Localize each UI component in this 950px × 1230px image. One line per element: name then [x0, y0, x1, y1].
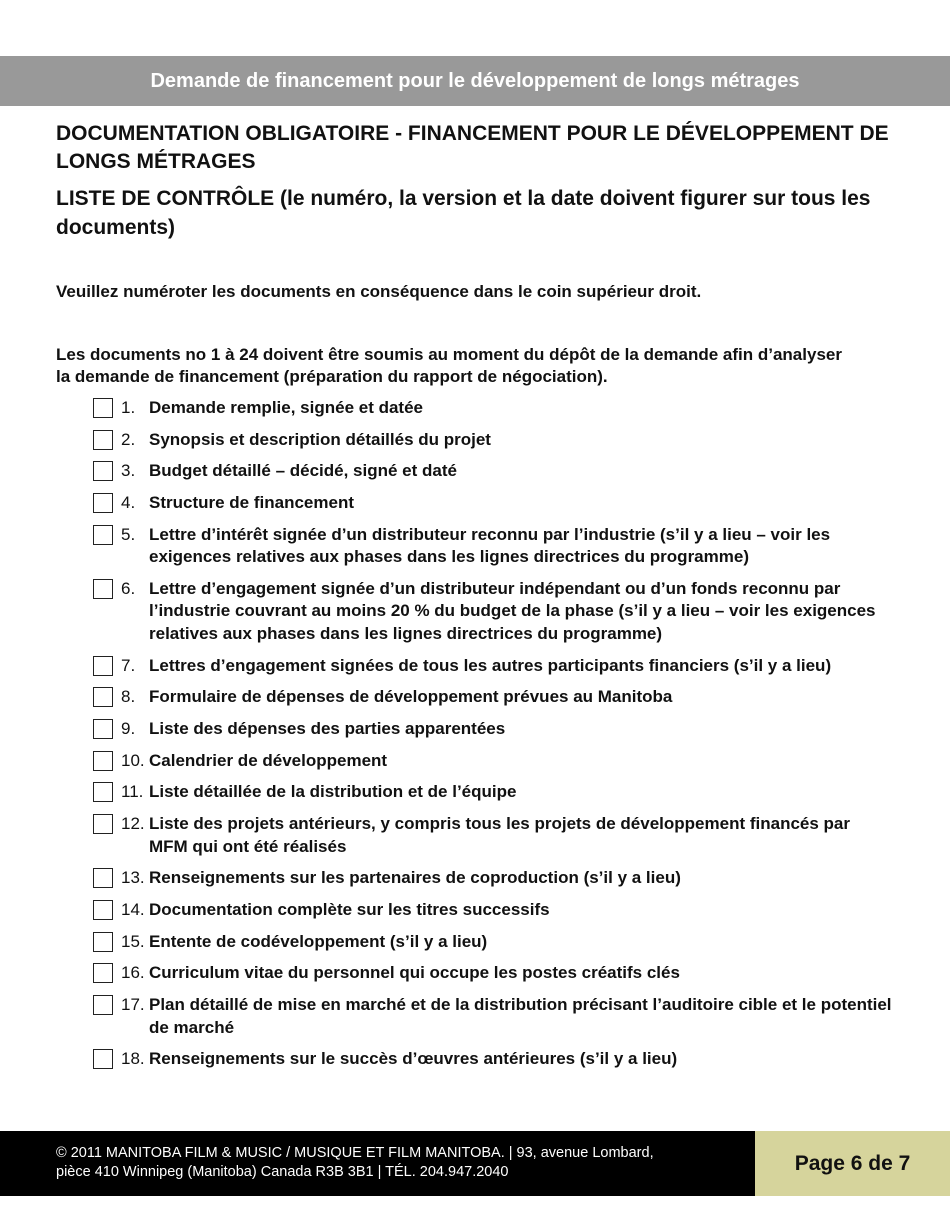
- checklist-item: [93, 686, 893, 709]
- checklist-item: [93, 578, 893, 646]
- item-text: Plan détaillé de mise en marché et de la distribution précisant l’auditoire cible et le potentiel de marché: [149, 995, 892, 1037]
- checkbox[interactable]: [93, 995, 113, 1015]
- page-indicator: [755, 1131, 950, 1196]
- document-checklist: [93, 397, 893, 1080]
- checkbox[interactable]: [93, 1049, 113, 1069]
- checklist-item: [93, 429, 893, 452]
- checklist-item: [93, 813, 893, 858]
- checklist-item: [93, 524, 893, 569]
- item-number: 9.: [121, 719, 136, 738]
- checkbox[interactable]: [93, 398, 113, 418]
- footer-copyright-line2: pièce 410 Winnipeg (Manitoba) Canada R3B 3B1 | TÉL. 204.947.2040: [56, 1163, 509, 1180]
- item-number: 17.: [121, 995, 145, 1014]
- numbering-instruction: Veuillez numéroter les documents en conséquence dans le coin supérieur droit.: [56, 282, 702, 301]
- checkbox[interactable]: [93, 525, 113, 545]
- item-number: 10.: [121, 750, 145, 770]
- checkbox[interactable]: [93, 751, 113, 771]
- item-text: Structure de financement: [149, 493, 354, 513]
- item-text: Documentation complète sur les titres successifs: [149, 899, 550, 919]
- item-text: Liste des dépenses des parties apparentées: [149, 719, 506, 738]
- item-number: 14.: [121, 899, 145, 919]
- item-number: 15.: [121, 931, 145, 951]
- item-text: Renseignements sur le succès d’œuvres antérieures (s’il y a lieu): [149, 1049, 678, 1069]
- item-text: Demande remplie, signée et datée: [149, 398, 423, 417]
- item-number: 5.: [121, 524, 136, 544]
- checklist-item: [93, 492, 893, 515]
- checklist-title: LISTE DE CONTRÔLE (le numéro, la version et la date doivent figurer sur tous les documents): [56, 187, 871, 239]
- checklist-item: [93, 1048, 893, 1071]
- item-number: 1.: [121, 398, 136, 417]
- checkbox[interactable]: [93, 782, 113, 802]
- checklist-item: [93, 962, 893, 985]
- item-number: 11.: [121, 782, 144, 802]
- item-text: Curriculum vitae du personnel qui occupe les postes créatifs clés: [149, 963, 680, 983]
- item-text: Formulaire de dépenses de développement prévues au Manitoba: [149, 687, 673, 707]
- item-text: Entente de codéveloppement (s’il y a lieu): [149, 931, 488, 951]
- item-text: Liste des projets antérieurs, y compris tous les projets de développement financés par MFM qui ont été réalisés: [149, 814, 850, 856]
- item-number: 8.: [121, 687, 136, 707]
- checkbox[interactable]: [93, 656, 113, 676]
- checklist-item: [93, 994, 893, 1039]
- checkbox[interactable]: [93, 430, 113, 450]
- footer-copyright-line1: © 2011 MANITOBA FILM & MUSIC / MUSIQUE ET FILM MANITOBA. | 93, avenue Lombard,: [56, 1145, 654, 1161]
- item-number: 16.: [121, 963, 145, 983]
- item-text: Lettres d’engagement signées de tous les autres participants financiers (s’il y a lieu): [149, 655, 832, 675]
- item-number: 3.: [121, 461, 136, 481]
- item-text: Budget détaillé – décidé, signé et daté: [149, 461, 457, 481]
- footer-copyright: [56, 1144, 736, 1181]
- checklist-item: [93, 655, 893, 678]
- checklist-item: [93, 931, 893, 954]
- item-number: 4.: [121, 493, 136, 513]
- item-text: Calendrier de développement: [149, 750, 388, 770]
- item-text: Lettre d’intérêt signée d’un distributeur reconnu par l’industrie (s’il y a lieu – voir les exigences relatives aux phases dans les lignes directrices du programme): [149, 524, 831, 567]
- item-text: Lettre d’engagement signée d’un distributeur indépendant ou d’un fonds reconnu par l’industrie couvrant au moins 20 % du budget de la phase (s’il y a lieu – voir les exigences relatives aux phases dans les lignes directrices du programme): [149, 578, 876, 643]
- checklist-item: [93, 867, 893, 890]
- page-indicator-text: Page 6 de 7: [794, 1151, 911, 1175]
- checkbox[interactable]: [93, 814, 113, 834]
- checkbox[interactable]: [93, 932, 113, 952]
- item-text: Liste détaillée de la distribution et de l’équipe: [149, 782, 517, 802]
- checkbox[interactable]: [93, 719, 113, 739]
- checklist-item: [93, 397, 893, 420]
- item-number: 13.: [121, 868, 145, 888]
- checklist-item: [93, 460, 893, 483]
- item-number: 7.: [121, 655, 136, 675]
- item-number: 2.: [121, 429, 136, 449]
- item-number: 18.: [121, 1049, 145, 1069]
- page-footer: [0, 1131, 950, 1196]
- checkbox[interactable]: [93, 461, 113, 481]
- checklist-item: [93, 899, 893, 922]
- document-banner: [0, 56, 950, 106]
- checkbox[interactable]: [93, 687, 113, 707]
- item-number: 6.: [121, 578, 136, 598]
- submission-instruction: Les documents no 1 à 24 doivent être soumis au moment du dépôt de la demande afin d’analyser la demande de financement (préparation du rapport de négociation).: [56, 345, 842, 386]
- checkbox[interactable]: [93, 493, 113, 513]
- checkbox[interactable]: [93, 579, 113, 599]
- checkbox[interactable]: [93, 900, 113, 920]
- checklist-item: [93, 718, 893, 741]
- banner-title: Demande de financement pour le développement de longs métrages: [150, 69, 800, 92]
- item-text: Renseignements sur les partenaires de coproduction (s’il y a lieu): [149, 868, 681, 888]
- item-text: Synopsis et description détaillés du projet: [149, 429, 491, 449]
- checklist-item: [93, 750, 893, 773]
- item-number: 12.: [121, 814, 145, 834]
- page-title: DOCUMENTATION OBLIGATOIRE - FINANCEMENT POUR LE DÉVELOPPEMENT DE LONGS MÉTRAGES: [56, 122, 889, 173]
- checklist-item: [93, 781, 893, 804]
- checkbox[interactable]: [93, 868, 113, 888]
- checkbox[interactable]: [93, 963, 113, 983]
